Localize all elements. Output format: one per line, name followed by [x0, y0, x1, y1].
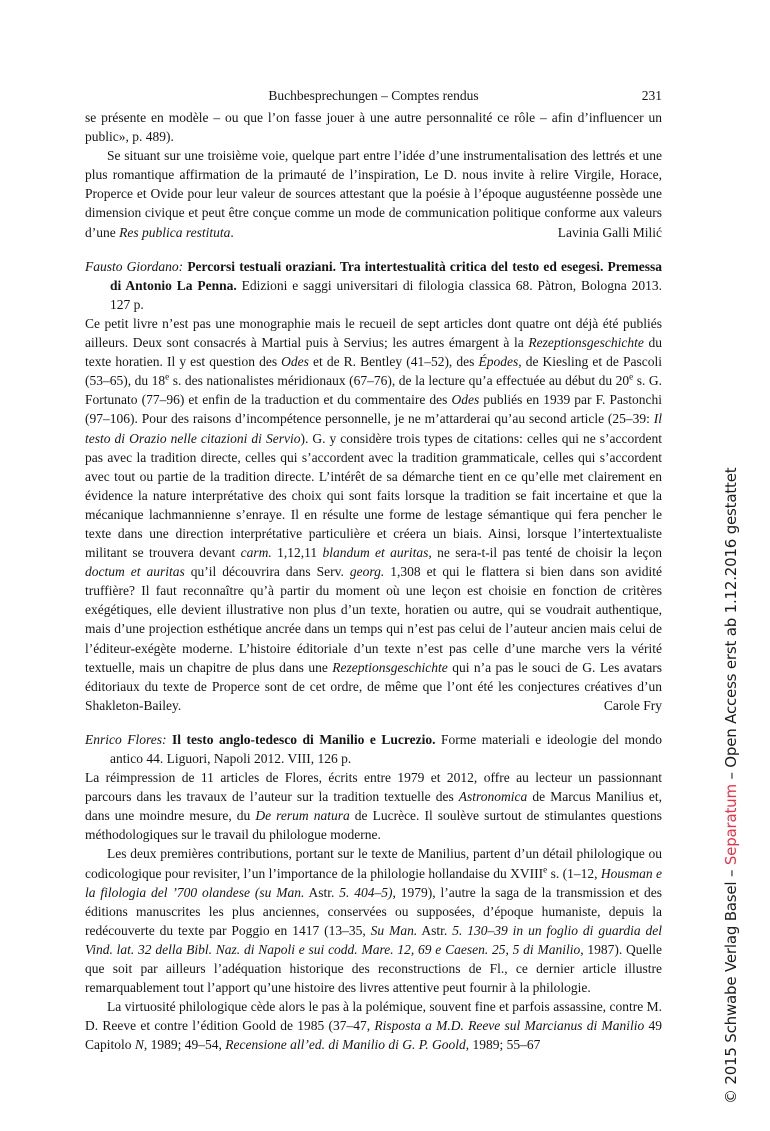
copyright-sidebar	[721, 468, 742, 1104]
reviewer-signature: Lavinia Galli Milić	[557, 224, 662, 240]
text-segment: Rezeptionsgeschichte	[332, 659, 448, 675]
text-segment: Astr.	[304, 884, 340, 900]
body-paragraph	[85, 997, 662, 1054]
content-column	[85, 108, 662, 1055]
text-segment: Astr.	[417, 922, 453, 938]
text-segment: , 1989; 49–54,	[143, 1037, 226, 1053]
text-segment: carm.	[240, 545, 272, 561]
text-segment: Forme materiali e ideologie del mondo antico 44. Liguori, Napoli 2012. VIII, 126 p.	[110, 731, 662, 766]
text-segment: Recensione all’ed. di Manilio di G. P. Goold	[225, 1037, 466, 1053]
text-segment: N	[134, 1037, 144, 1053]
text-segment: , de Kiesling et de Pascoli (53–65), du 18	[85, 354, 662, 389]
text-segment: de Lucrèce. Il soulève surtout de stimulantes questions méthodologiques sur le travail du philologue moderne.	[85, 808, 662, 843]
text-segment: La virtuosité philologique cède alors le pas à la polémique, souvent fine et parfois assassine, contre M. D. Reeve et contre l’édition Goold de 1985 (37–47,	[85, 999, 662, 1034]
review-heading	[85, 257, 662, 314]
body-paragraph	[85, 108, 662, 146]
text-segment: Il testo di Orazio nelle citazioni di Servio	[85, 411, 662, 446]
text-segment: 5. 404–5)	[339, 884, 393, 900]
text-segment: Res publica restituta	[119, 224, 231, 240]
text-segment: e	[543, 864, 548, 875]
text-segment: , 1979), l’autre la saga de la transmission et des éditions manuscrites les plus anciennes, conservées ou supposées, d’époque humaniste, depuis la redécouverte du texte par Poggio en 1417 (13–35,	[85, 884, 663, 938]
text-segment: de Marcus Manilius et, dans une moindre mesure, du	[85, 789, 662, 824]
text-segment: qui n’a pas le souci de G. Les avatars éditoriaux du texte de Properce sont de cet ordre, de même que l’ont été les conjectures créatives d’un Shakleton-Bailey.	[85, 659, 662, 713]
text-segment: qu’il découvrira dans Serv.	[184, 564, 350, 580]
separatum-label: Separatum	[722, 784, 740, 866]
text-segment: doctum et auritas	[85, 564, 185, 580]
text-segment: blandum et auritas	[322, 545, 429, 561]
text-segment: du texte horatien. Il y est question des	[85, 335, 663, 370]
text-segment: Edizioni e saggi universitari di filologia classica 68. Pàtron, Bologna 2013. 127 p.	[110, 277, 662, 312]
text-segment: Enrico Flores:	[85, 731, 173, 747]
text-segment: 1,12,11	[271, 545, 323, 561]
text-segment: , 1987). Quelle que soit par ailleurs l’adéquation historique des reconstructions de Fl., ce dernier article illustre remarquablement tout l’apport qu’une histoire des livres attentive peut fournir à la philologie.	[85, 941, 662, 996]
text-segment: 1,308 et qui le flattera si bien dans son avidité truffière? Il faut reconnaître qu’à partir du moment où une leçon est choisie en fonction de critères exégétiques, elle devient illustrative non plus d’un texte, horatien ou autre, qui se voudrait authentique, mais d’une projection esthétique ancrée dans un temps qui n’est pas celui de l’auteur ancien mais celui de l’éditeur-exégète moderne. L’histoire éditoriale d’un texte n’est pas celle d’une marche vers la vérité textuelle, mais un chapitre de plus dans une	[85, 564, 662, 675]
text-segment: Housman e la filologia del ’700 olandese (su Man.	[85, 865, 663, 900]
text-segment: Odes	[451, 392, 480, 408]
text-segment: De rerum natura	[255, 808, 350, 824]
text-segment: s. des nationalistes méridionaux (67–76), de la lecture qu’a effectuée au début du 20	[169, 373, 630, 389]
body-paragraph	[85, 314, 662, 715]
text-segment: , 1989; 55–67	[465, 1037, 541, 1053]
text-segment: Percorsi testuali oraziani. Tra intertestualità critica del testo ed esegesi. Premessa di Antonio La Penna.	[110, 258, 662, 293]
text-segment: s. G. Fortunato (77–96) et enfin de la traduction et du commentaire des	[85, 373, 662, 408]
text-segment: ). G. y considère trois types de citations: celles qui ne s’accordent pas avec la tradition directe, celles qui s’accordent avec la tradition grammaticale, celles qui s’accordent avec tout ou partie de la tradition directe. L’intérêt de sa démarche tient en ce qu’elle met clairement en évidence la nature interprétative des choix qui sont faits lorsque la tradition se fait incertaine et que la mécanique lachmannienne s’enraye. Il en résulte une forme de lestage sémantique qui fera pencher le texte dans une direction interprétative particulière et créera un biais. Ainsi, lorsque l’intertextualiste militant se trouvera devant	[85, 430, 662, 561]
text-segment: Odes	[281, 354, 309, 370]
text-segment: Su Man.	[370, 922, 418, 938]
copyright-prefix: © 2015 Schwabe Verlag Basel –	[722, 865, 740, 1104]
text-segment: 49 Capitolo	[85, 1018, 663, 1053]
text-segment: 5. 130–39 in un foglio di guardia del Vind. lat. 32 della Bibl. Naz. di Napoli e sui codd. Mare. 12, 69 e Caesen. 25, 5 di Manilio	[85, 922, 663, 957]
body-paragraph	[85, 844, 662, 997]
review-heading	[85, 730, 662, 768]
text-segment: Ce petit livre n’est pas une monographie mais le recueil de sept articles dont quatre ont déjà été publiés ailleurs. Deux sont consacrés à Martial puis à Servius; les autres émargent à la	[85, 315, 662, 351]
text-segment: Les deux premières contributions, portant sur le texte de Manilius, partent d’un détail philologique ou codicologique pour revisiter, l’un l’importance de la philologie hollandaise du XVIII	[85, 846, 662, 881]
text-segment: Se situant sur une troisième voie, quelque part entre l’idée d’une instrumentalisation des lettrés et une plus romantique affirmation de la primauté de l’inspiration, Le D. nous invite à relire Virgile, Horace, Properce et Ovide pour leur valeur de sources attestant que la poésie à l’époque augustéenne possède une dimension civique et peut être conçue comme un mode de communication politique conforme aux valeurs d’une	[85, 148, 662, 240]
reviewer-signature: Carole Fry	[603, 697, 662, 713]
text-segment: Risposta a M.D. Reeve sul Marcianus di Manilio	[374, 1018, 645, 1034]
text-segment: se présente en modèle – ou que l’on fasse jouer à une autre personnalité ce rôle – afin d’influencer un public», p. 489).	[85, 110, 662, 145]
body-paragraph	[85, 146, 662, 241]
text-segment: georg.	[349, 564, 385, 580]
text-segment: Rezeptionsgeschichte	[528, 335, 644, 351]
text-segment: publiés en 1939 par F. Pastonchi (97–106). Pour des raisons d’incompétence personnelle, je ne m’attarderai qu’au second article (25–39:	[85, 392, 662, 427]
text-segment: e	[165, 371, 170, 382]
text-segment: .	[230, 224, 234, 240]
text-segment: La réimpression de 11 articles de Flores, écrits entre 1979 et 2012, offre au lecteur un passionnant parcours dans les travaux de l’auteur sur la tradition textuelle des	[85, 770, 662, 805]
running-title: Buchbesprechungen – Comptes rendus	[268, 88, 479, 103]
running-header	[85, 87, 662, 105]
text-segment: s. (1–12,	[547, 865, 601, 881]
text-segment: Astronomica	[458, 789, 528, 805]
copyright-suffix: – Open Access erst ab 1.12.2016 gestattet	[722, 467, 740, 785]
text-segment: Épodes	[478, 354, 519, 370]
body-paragraph	[85, 768, 662, 844]
text-segment: Il testo anglo-tedesco di Manilio e Lucrezio.	[172, 731, 441, 747]
text-segment: Fausto Giordano:	[85, 258, 188, 274]
text-segment: , ne sera-t-il pas tenté de choisir la leçon	[428, 545, 662, 561]
text-segment: et de R. Bentley (41–52), des	[308, 354, 479, 370]
text-segment: e	[629, 371, 634, 382]
page-number: 231	[641, 88, 662, 103]
